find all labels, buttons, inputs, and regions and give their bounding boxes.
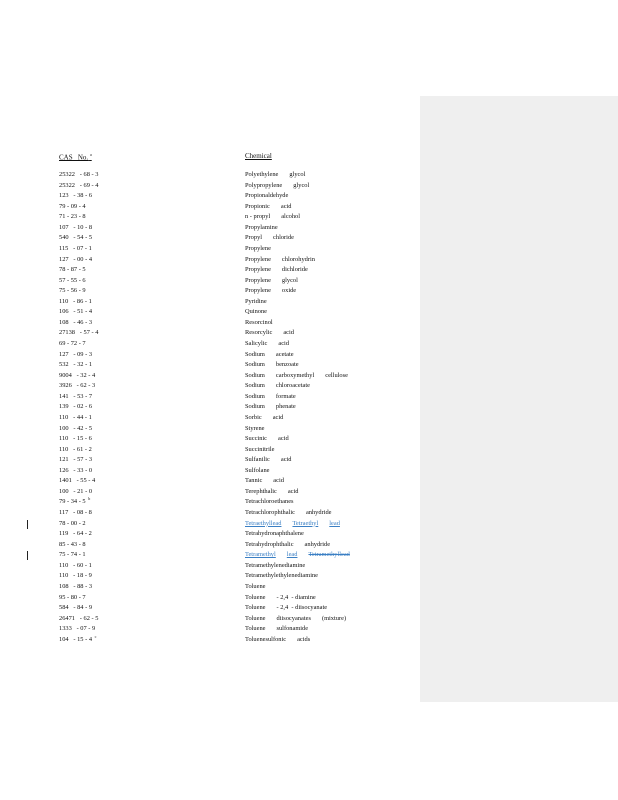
inserted-text: lead [286,551,298,559]
table-row [0,635,420,646]
chemical-word: Tetrahydrophthalic [245,540,294,548]
table-row [0,476,420,487]
chemical-name [245,170,316,181]
chemical-word: acid [273,477,284,485]
cas-number-text: 117 - 08 - 8 [59,509,92,516]
table-row [0,233,420,244]
chemical-name [245,244,282,255]
cas-number-text: 110 - 86 - 1 [59,297,92,305]
chemical-word: Propylene [245,276,271,284]
chemical-name [245,508,343,519]
chemical-name [245,550,361,561]
chemical-word: Toluene [245,593,266,601]
cas-number [59,571,92,582]
chemical-column-header: Chemical [245,152,272,160]
table-row [0,191,420,202]
cas-number [59,519,86,530]
cas-number-text: 110 - 60 - 1 [59,561,92,569]
cas-number [59,265,86,276]
cas-number [59,181,98,192]
chemical-word: acid [280,456,292,464]
chemical-word: glycol [289,171,306,178]
chemical-word: Sorbic [245,413,262,421]
footnote-mark: b [87,496,91,502]
chemical-word: Propylamine [245,223,278,231]
chemical-word: oxide [281,287,297,295]
cas-number-text: 57 - 55 - 6 [59,276,86,284]
inserted-text: Tetramethyl [245,551,276,559]
chemical-word: Tetramethylethylenediamine [245,572,319,580]
table-row [0,455,420,466]
chemical-name [245,318,284,329]
chemical-word: Propyl [245,234,263,242]
chemical-word: chloride [273,234,294,242]
cas-number [59,255,92,266]
cas-number-text: 584 - 84 - 9 [59,604,93,612]
table-row [0,202,420,213]
chemical-name [245,212,311,223]
chemical-word: Styrene [245,424,265,432]
cas-number [59,497,90,508]
cas-number [59,434,92,445]
chemical-word: n - propyl [245,213,271,221]
chemical-name [245,635,321,646]
cas-number [59,476,95,487]
chemical-word: Tetrahydronaphthalene [245,530,304,538]
cas-number [59,466,92,477]
chemical-name [245,582,277,593]
chemical-name [245,223,289,234]
cas-number-text: 79 - 09 - 4 [59,202,86,210]
chemical-name [245,255,326,266]
cas-number-text: 26471 - 62 - 5 [59,614,99,622]
chemical-name [245,350,305,361]
cas-number [59,360,92,371]
cas-number-text: 110 - 15 - 6 [59,435,92,443]
chemical-word: Salicylic [245,340,268,347]
markup-pane [420,96,618,702]
chemical-word: acetate [275,350,294,358]
table-row [0,519,420,530]
cas-number [59,593,86,604]
cas-number-text: 139 - 02 - 6 [59,403,93,411]
chemical-word: Succinitrile [245,445,275,453]
chemical-name [245,540,341,551]
chemical-word: Polyethylene [245,171,279,178]
chemical-word: Propylene [245,266,271,274]
chemical-word: Toluene [245,582,266,590]
cas-number-text: 1333 - 07 - 9 [59,625,96,633]
table-row [0,318,420,329]
cas-number [59,402,92,413]
chemical-word: Quinone [245,308,268,316]
chemical-word: Propylene [245,287,271,295]
cas-number [59,286,86,297]
chemical-name [245,286,307,297]
chemical-word: benzoate [275,361,299,369]
cas-number-text: 100 - 42 - 5 [59,424,93,432]
chemical-word: Resorcylic [245,329,273,337]
table-row [0,402,420,413]
cas-number-text: 78 - 87 - 5 [59,266,86,274]
chemical-word: dichloride [281,266,308,274]
chemical-word: Pyridine [245,297,267,305]
cas-number [59,455,92,466]
chemical-name [245,519,351,530]
chemical-word: Sodium [245,361,265,369]
table-row [0,265,420,276]
cas-number-text: 126 - 33 - 0 [59,466,93,474]
table-row [0,360,420,371]
chemical-word: Propylene [245,244,271,252]
cas-number [59,339,86,350]
chemical-word: anhydride [304,540,331,548]
chemical-word: Sodium [245,371,265,379]
cas-number-text: 78 - 00 - 2 [59,519,86,527]
chemical-list [0,170,420,645]
table-row [0,276,420,287]
cas-number [59,392,92,403]
chemical-word: (mixture) [321,614,347,622]
chemical-word: acid [272,413,284,421]
table-row [0,582,420,593]
footnote-mark: c [93,633,97,639]
cas-number-text: 108 - 46 - 3 [59,318,93,326]
cas-number [59,550,86,561]
inserted-text: lead [329,519,340,527]
chemical-word: Toluene [245,604,266,612]
chemical-word: acid [278,340,290,347]
table-row [0,170,420,181]
cas-number-text: 85 - 43 - 8 [59,540,86,548]
chemical-word: Tannic [245,477,263,485]
cas-number [59,212,86,223]
cas-number [59,561,92,572]
chemical-word: diisocyanates [276,614,311,622]
chemical-word: Sodium [245,403,265,411]
chemical-word: Sulfolane [245,466,270,474]
table-row [0,497,420,508]
inserted-text: Tetraethyllead [245,519,282,527]
chemical-word: - 2,4 - diamine [276,593,316,601]
cas-number-text: 532 - 32 - 1 [59,361,93,369]
table-row [0,255,420,266]
cas-number [59,223,92,234]
chemical-name [245,593,327,604]
table-row [0,571,420,582]
table-row [0,561,420,572]
cas-number-text: 71 - 23 - 8 [59,213,86,221]
chemical-name [245,191,299,202]
table-row [0,339,420,350]
chemical-name [245,445,285,456]
chemical-name [245,202,303,213]
cas-number [59,540,86,551]
chemical-word: Sulfanilic [245,456,270,464]
chemical-name [245,487,310,498]
chemical-word: Propylene [245,255,271,263]
table-row [0,413,420,424]
chemical-name [245,307,278,318]
deleted-text: Tetramethyllead [308,551,350,559]
chemical-name [245,466,281,477]
chemical-word: Toluenesulfonic [245,635,287,643]
cas-number-text: 110 - 61 - 2 [59,445,92,453]
cas-number-text: 119 - 64 - 2 [59,530,92,538]
table-row [0,307,420,318]
chemical-word: anhydride [305,509,332,516]
chemical-word: cellulose [325,371,348,379]
cas-number [59,318,92,329]
chemical-name [245,233,305,244]
chemical-word: Terephthalic [245,487,277,495]
cas-number-text: 9004 - 32 - 4 [59,371,96,379]
chemical-name [245,497,305,508]
cas-number [59,614,98,625]
table-row [0,328,420,339]
cas-number [59,508,92,519]
table-row [0,434,420,445]
table-row [0,371,420,382]
chemical-name [245,402,307,413]
chemical-word: Tetrachlorophthalic [245,509,295,516]
chemical-word: Sodium [245,392,265,400]
table-row [0,593,420,604]
table-row [0,392,420,403]
cas-number [59,202,86,213]
chemical-name [245,614,357,625]
chemical-name [245,603,338,614]
cas-number-text: 110 - 18 - 9 [59,572,92,580]
cas-number [59,371,95,382]
table-row [0,603,420,614]
table-row [0,181,420,192]
chemical-word: acid [280,202,292,210]
chemical-word: carboxymethyl [275,371,315,379]
cas-number [59,529,92,540]
cas-number-text: 141 - 53 - 7 [59,392,93,400]
cas-number [59,297,92,308]
cas-number-text: 27138 - 57 - 4 [59,329,99,337]
chemical-word: Toluene [245,614,266,622]
table-row [0,244,420,255]
chemical-word: Succinic [245,435,268,443]
table-row [0,381,420,392]
cas-number-text: 106 - 51 - 4 [59,308,93,316]
cas-number [59,328,98,339]
chemical-name [245,265,319,276]
chemical-word: phenate [275,403,296,411]
cas-number [59,191,92,202]
chemical-word: chloroacetate [275,382,310,390]
cas-number-text: 108 - 88 - 3 [59,582,93,590]
chemical-word: Polypropylene [245,181,283,189]
chemical-word: chlorohydrin [281,255,315,263]
cas-number-text: 3926 - 62 - 3 [59,382,96,390]
table-row [0,550,420,561]
cas-number-text: 127 - 00 - 4 [59,255,93,263]
table-row [0,223,420,234]
cas-number [59,603,92,614]
chemical-name [245,276,309,287]
chemical-word: glycol [293,181,310,189]
cas-number-text: 104 - 15 - 4 [59,635,93,643]
chemical-word: sulfonamide [276,625,309,633]
cas-number [59,170,98,181]
chemical-word: acid [278,435,289,443]
cas-number-text: 540 - 54 - 5 [59,234,93,242]
chemical-name [245,413,294,424]
chemical-name [245,476,295,487]
cas-number [59,424,92,435]
cas-number-text: 115 - 07 - 1 [59,244,92,252]
chemical-word: Propionic [245,202,270,210]
cas-number-text: 75 - 74 - 1 [59,551,86,559]
table-row [0,466,420,477]
table-row [0,529,420,540]
chemical-name [245,297,278,308]
chemical-name [245,571,329,582]
cas-number-text: 100 - 21 - 0 [59,487,93,495]
cas-number [59,307,92,318]
cas-number-text: 95 - 80 - 7 [59,593,86,601]
chemical-name [245,381,321,392]
cas-number [59,233,92,244]
chemical-name [245,624,319,635]
cas-number [59,381,95,392]
table-row [0,508,420,519]
chemical-name [245,455,303,466]
chemical-word: - 2,4 - diisocyanate [276,604,328,612]
table-row [0,614,420,625]
cas-number [59,445,92,456]
chemical-name [245,424,276,435]
table-row [0,212,420,223]
cas-number [59,635,96,646]
table-row [0,540,420,551]
chemical-word: Sodium [245,350,265,358]
inserted-text: Tetraethyl [292,519,319,527]
chemical-word: acid [287,487,299,495]
chemical-word: Propionaldehyde [245,192,289,200]
chemical-word: alcohol [281,213,301,221]
cas-number-text: 25322 - 69 - 4 [59,181,99,189]
chemical-word: formate [275,392,296,400]
chemical-word: glycol [281,276,298,284]
cas-column-header: CAS No. $^a$ [59,152,92,162]
cas-number-text: 1401 - 55 - 4 [59,477,96,485]
change-bar [27,520,28,529]
table-row [0,350,420,361]
cas-number-text: 127 - 09 - 3 [59,350,93,358]
table-row [0,624,420,635]
cas-number [59,350,92,361]
cas-number [59,582,92,593]
cas-number-text: 69 - 72 - 7 [59,340,86,347]
cas-number-text: 123 - 38 - 6 [59,192,93,200]
table-row [0,487,420,498]
chemical-name [245,561,316,572]
cas-number-text: 25322 - 68 - 3 [59,171,99,178]
cas-number-text: 107 - 10 - 8 [59,223,93,231]
chemical-word: Tetramethylenediamine [245,561,306,569]
chemical-word: acids [297,635,311,643]
chemical-name [245,392,307,403]
table-row [0,445,420,456]
chemical-name [245,371,359,382]
chemical-name [245,529,315,540]
cas-number-text: 121 - 57 - 3 [59,456,93,464]
chemical-word: Sodium [245,382,265,390]
chemical-name [245,339,300,350]
cas-number-text: 75 - 56 - 9 [59,287,86,295]
chemical-word: Toluene [245,625,266,633]
chemical-name [245,360,310,371]
cas-number-text: 110 - 44 - 1 [59,413,92,421]
table-header [0,152,420,164]
chemical-name [245,181,320,192]
chemical-word: Tetrachloroethanes [245,498,294,506]
cas-number [59,244,92,255]
table-row [0,297,420,308]
cas-number [59,276,86,287]
table-row [0,424,420,435]
chemical-word: Resorcinol [245,318,273,326]
change-bar [27,551,28,560]
cas-number-text: 79 - 34 - 5 [59,498,86,506]
chemical-name [245,328,305,339]
cas-number [59,413,92,424]
chemical-word: acid [283,329,294,337]
table-row [0,286,420,297]
chemical-name [245,434,300,445]
cas-number [59,624,95,635]
footnote-mark: a [89,152,92,157]
